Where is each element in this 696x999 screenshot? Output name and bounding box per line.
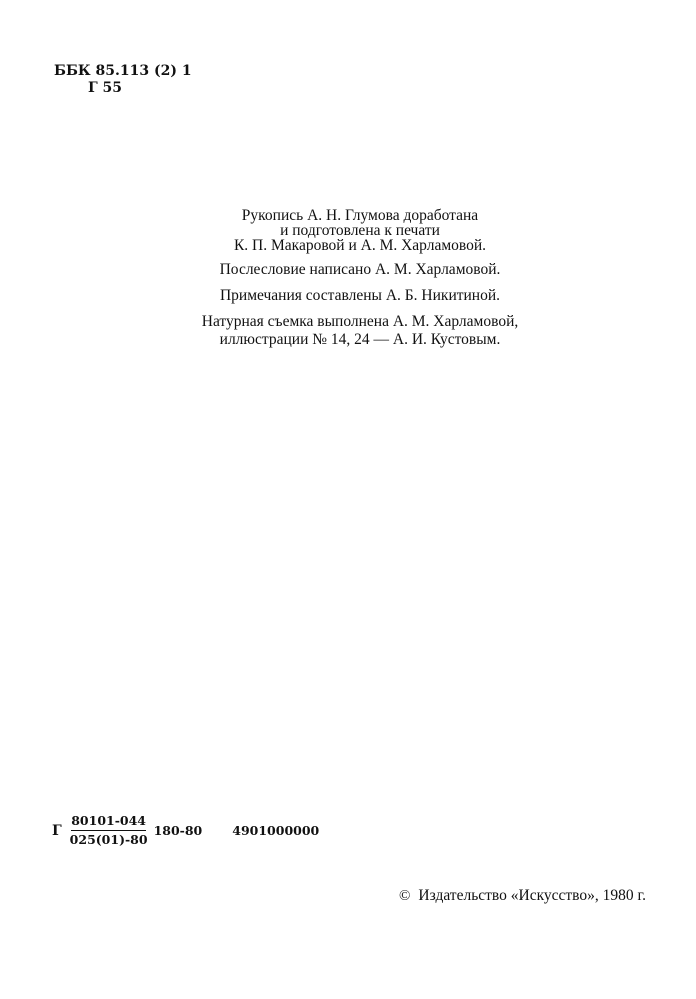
bbk-code: ББК 85.113 (2) 1	[54, 63, 192, 79]
afterword-line: Послесловие написано А. М. Харламовой.	[219, 261, 501, 278]
manuscript-line: Рукопись А. Н. Глумова доработана	[241, 207, 479, 224]
copyright-text: Издательство «Искусство», 1980 г.	[418, 887, 646, 904]
index-number: 4901000000	[232, 823, 320, 838]
index-fraction	[70, 813, 148, 848]
index-denominator: 025(01)-80	[69, 832, 148, 847]
notes-line: Примечания составлены А. Б. Никитиной.	[219, 287, 501, 304]
credits-block	[150, 208, 570, 357]
manuscript-line: и подготовлена к печати	[280, 222, 440, 239]
index-letter: Г	[52, 822, 62, 839]
afterword-credit	[150, 261, 570, 279]
price-code: 180-80	[153, 823, 203, 838]
manuscript-line: К. П. Макаровой и А. М. Харламовой.	[233, 237, 487, 254]
bbk-classification	[54, 63, 192, 97]
photography-line: иллюстрации № 14, 24 — А. И. Кустовым.	[219, 331, 501, 348]
copyright-line	[399, 887, 646, 905]
photography-line: Натурная съемка выполнена А. М. Харламовой,	[201, 313, 519, 330]
manuscript-credit	[150, 208, 570, 253]
notes-credit	[150, 287, 570, 305]
photography-credit	[150, 313, 570, 349]
author-mark: Г 55	[88, 80, 123, 96]
index-code	[52, 813, 319, 848]
copyright-icon: ©	[399, 888, 411, 904]
index-numerator: 80101-044	[71, 813, 146, 831]
